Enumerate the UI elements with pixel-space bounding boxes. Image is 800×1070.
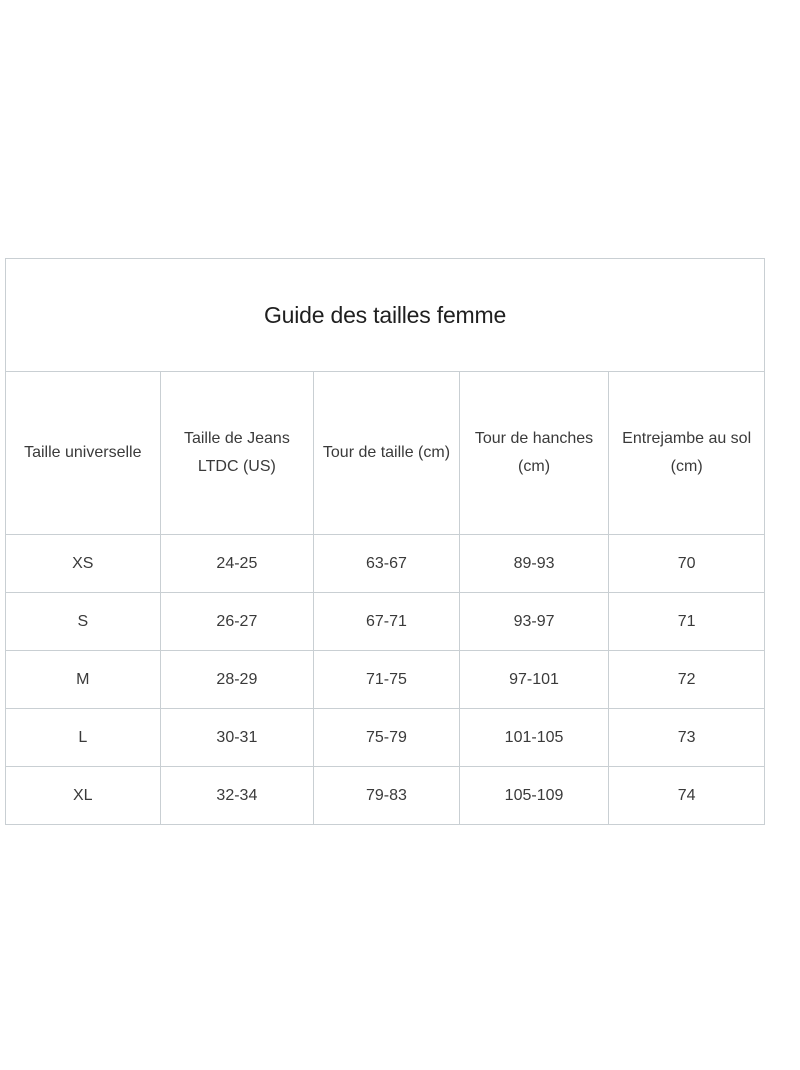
table-row (6, 593, 765, 651)
cell-waist: 63-67 (314, 535, 460, 593)
cell-universal-size: M (6, 651, 161, 709)
column-header-waist: Tour de taille (cm) (314, 372, 460, 535)
cell-jeans-size: 30-31 (160, 709, 314, 767)
cell-inseam: 74 (609, 767, 765, 825)
cell-hips: 101-105 (459, 709, 609, 767)
cell-jeans-size: 32-34 (160, 767, 314, 825)
cell-waist: 75-79 (314, 709, 460, 767)
cell-waist: 71-75 (314, 651, 460, 709)
table-row (6, 535, 765, 593)
cell-jeans-size: 24-25 (160, 535, 314, 593)
cell-jeans-size: 26-27 (160, 593, 314, 651)
cell-hips: 89-93 (459, 535, 609, 593)
size-guide-table (5, 258, 765, 825)
header-row (6, 372, 765, 535)
column-header-inseam: Entrejambe au sol (cm) (609, 372, 765, 535)
column-header-jeans-size: Taille de Jeans LTDC (US) (160, 372, 314, 535)
column-header-hips: Tour de hanches (cm) (459, 372, 609, 535)
cell-universal-size: XL (6, 767, 161, 825)
cell-universal-size: L (6, 709, 161, 767)
table-row (6, 651, 765, 709)
cell-hips: 105-109 (459, 767, 609, 825)
cell-inseam: 71 (609, 593, 765, 651)
cell-universal-size: S (6, 593, 161, 651)
cell-waist: 67-71 (314, 593, 460, 651)
table-row (6, 767, 765, 825)
cell-waist: 79-83 (314, 767, 460, 825)
cell-universal-size: XS (6, 535, 161, 593)
table-title: Guide des tailles femme (6, 259, 765, 372)
cell-hips: 97-101 (459, 651, 609, 709)
cell-hips: 93-97 (459, 593, 609, 651)
title-row (6, 259, 765, 372)
table-row (6, 709, 765, 767)
cell-jeans-size: 28-29 (160, 651, 314, 709)
cell-inseam: 73 (609, 709, 765, 767)
cell-inseam: 70 (609, 535, 765, 593)
column-header-universal-size: Taille universelle (6, 372, 161, 535)
cell-inseam: 72 (609, 651, 765, 709)
